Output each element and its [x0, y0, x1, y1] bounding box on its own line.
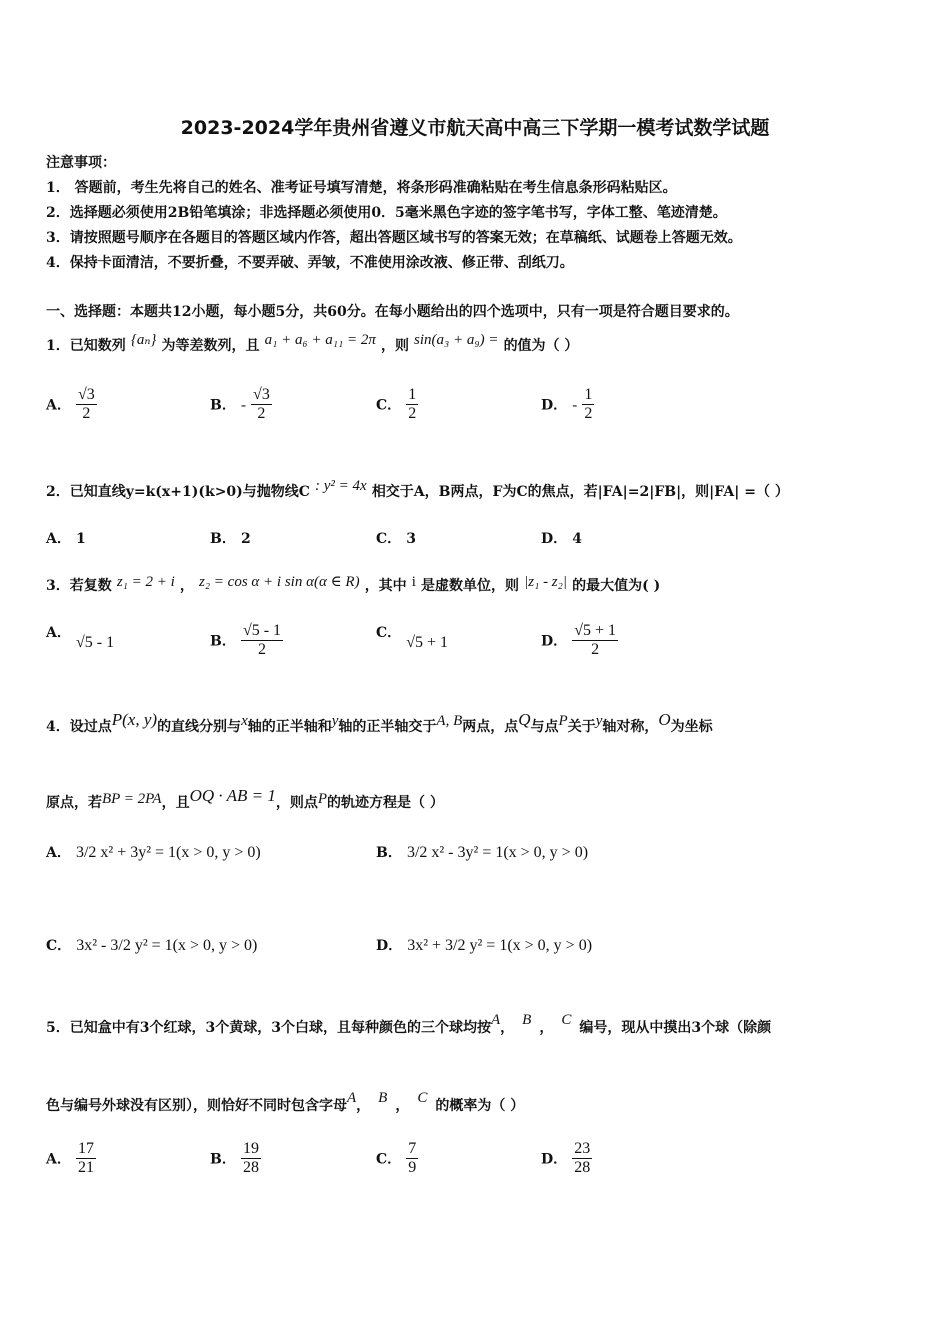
option-label: A． [46, 531, 71, 547]
q4-math: OQ · AB = 1 [189, 786, 276, 805]
note-item-3: 3．请按照题号顺序在各题目的答题区域内作答，超出答题区域书写的答案无效；在草稿纸、试题卷上答题无效。 [46, 230, 742, 246]
q1-text-2: 为等差数列，且 [161, 338, 260, 354]
option-expr: √5 + 1 [406, 634, 449, 651]
q4-option-a[interactable] [46, 842, 261, 862]
page-title: 2023-2024学年贵州省遵义市航天高中高三下学期一模考试数学试题 [180, 117, 770, 139]
option-label: A． [46, 625, 71, 641]
q4-math: P [317, 791, 327, 807]
fraction: $\frac{1}{2}$ [584, 386, 593, 423]
option-label: C． [376, 1151, 402, 1168]
q4-math: BP = 2PA [102, 791, 162, 807]
option-expr: 3/2 x² + 3y² = 1(x > 0, y > 0) [75, 844, 261, 861]
q3-option-c[interactable] [376, 622, 448, 652]
q3-option-a[interactable] [46, 622, 114, 652]
question-2-stem [46, 478, 789, 501]
fraction: $\frac{23}{28}$ [574, 1140, 591, 1177]
option-expr: 3x² - 3/2 y² = 1(x > 0, y > 0) [76, 937, 258, 954]
fraction: $\frac{1}{2}$ [408, 386, 417, 423]
q4-text: 轴的正半轴和 [247, 719, 332, 735]
q1-math-expr: sin(a₃ + a₉) = [414, 332, 499, 348]
option-label: D． [376, 938, 403, 954]
q4-option-b[interactable] [376, 842, 588, 862]
q4-text: ，且 [161, 795, 190, 811]
option-label: C． [46, 938, 72, 954]
q5-math: C [417, 1090, 428, 1106]
q4-text: 关于 [567, 719, 596, 735]
fraction: $\frac{√5 + 1}{2}$ [574, 622, 617, 659]
q4-math: A, B [436, 713, 463, 729]
q4-math: Q [518, 710, 531, 729]
q5-text: 编号，现从中摸出3个球（除颜 [579, 1020, 772, 1036]
option-expr: 3/2 x² - 3y² = 1(x > 0, y > 0) [406, 844, 589, 861]
option-expr: √5 - 1 [75, 634, 115, 651]
option-label: D． [541, 1151, 568, 1168]
q5-text: 的概率为（ ） [435, 1098, 525, 1114]
q1-math-condition: a₁ + a₆ + a₁₁ = 2π [264, 332, 376, 348]
option-label: A． [46, 1151, 71, 1168]
q3-text-5: 的最大值为( ) [572, 578, 661, 594]
option-value: 1 [75, 531, 86, 547]
option-value: 4 [572, 531, 582, 547]
option-label: D． [541, 397, 568, 414]
option-value: 3 [406, 531, 416, 547]
fraction: $\frac{√5 - 1}{2}$ [242, 622, 282, 659]
q5-text: ， [395, 1098, 410, 1114]
note-item-1: 1． 答题前，考生先将自己的姓名、准考证号填写清楚，将条形码准确粘贴在考生信息条形码粘贴区。 [46, 180, 677, 196]
q1-option-d[interactable] [541, 386, 594, 424]
option-label: D． [541, 531, 568, 547]
option-label: A． [46, 845, 71, 861]
q4-math: y [595, 713, 603, 729]
q4-text: 的直线分别与 [157, 719, 242, 735]
q3-text-4: 是虚数单位，则 [421, 578, 520, 594]
q4-text: 4．设过点 [46, 719, 112, 735]
q1-text-3: ，则 [380, 338, 409, 354]
q4-math: O [658, 710, 671, 729]
q2-math-parabola: : y² = 4x [315, 478, 367, 494]
q5-math: C [561, 1012, 572, 1028]
fraction: $\frac{√3}{2}$ [77, 386, 95, 423]
question-5-stem-line-2 [46, 1090, 524, 1115]
q4-option-d[interactable] [376, 935, 592, 955]
notes-heading: 注意事项： [46, 155, 116, 171]
q3-math-z1: z₁ = 2 + i [116, 574, 175, 590]
q4-text: 原点，若 [46, 795, 102, 811]
q3-math-z2: z₂ = cos α + i sin α(α ∈ R) [199, 574, 360, 590]
q4-text: 轴对称， [602, 719, 659, 735]
q5-math: B [522, 1012, 532, 1028]
q5-math: A [490, 1012, 501, 1028]
fraction: $\frac{7}{9}$ [408, 1140, 417, 1177]
q3-text-1: 3．若复数 [46, 578, 112, 594]
q1-text-1: 1．已知数列 [46, 338, 126, 354]
q3-option-d[interactable] [541, 622, 618, 660]
q4-math: x [241, 713, 248, 729]
q4-text: 轴的正半轴交于 [338, 719, 437, 735]
q4-text: ，则点 [275, 795, 318, 811]
q2-text-2: 相交于A，B两点，F为C的焦点，若|FA|=2|FB|，则|FA| =（ ） [371, 484, 789, 500]
option-label: B． [210, 633, 236, 650]
q5-option-d[interactable] [541, 1140, 592, 1178]
option-label: B． [210, 397, 236, 414]
option-label: A． [46, 397, 71, 414]
question-4-stem-line-2 [46, 786, 444, 812]
q3-text-2: ， [179, 578, 194, 594]
option-label: B． [210, 1151, 236, 1168]
fraction: $\frac{17}{21}$ [77, 1140, 94, 1177]
q2-option-d[interactable] [541, 528, 582, 548]
section-heading: 一、选择题：本题共12小题，每小题5分，共60分。在每小题给出的四个选项中，只有一项是符合题目要求的。 [46, 304, 739, 320]
q1-math-sequence: {aₙ} [130, 332, 157, 348]
fraction: $\frac{19}{28}$ [242, 1140, 259, 1177]
question-5-stem-line-1 [46, 1012, 771, 1037]
option-value: 2 [240, 531, 251, 547]
note-item-2: 2．选择题必须使用2B铅笔填涂；非选择题必须使用0．5毫米黑色字迹的签字笔书写，字体工整、笔迹清楚。 [46, 205, 727, 221]
q4-text: 的轨迹方程是（ ） [327, 795, 444, 811]
question-3-stem [46, 572, 660, 595]
q4-math: y [331, 713, 339, 729]
q5-option-a[interactable] [46, 1140, 96, 1178]
q3-math-i: i [411, 574, 416, 590]
q5-text: 色与编号外球没有区别），则恰好不同时包含字母 [46, 1098, 347, 1114]
q5-text: 5．已知盒中有3个红球，3个黄球，3个白球，且每种颜色的三个球均按 [46, 1020, 491, 1036]
option-label: C． [376, 397, 402, 414]
q2-option-a[interactable] [46, 528, 86, 548]
option-label: B． [210, 531, 236, 547]
q5-math: B [378, 1090, 388, 1106]
q4-math: P(x, y) [111, 710, 158, 729]
question-1-stem [46, 330, 578, 355]
q2-option-c[interactable] [376, 528, 416, 548]
q5-math: A [347, 1090, 357, 1106]
minus-sign: - [240, 397, 246, 414]
q4-text: 与点 [530, 719, 559, 735]
minus-sign: - [572, 397, 578, 414]
q5-text: ， [500, 1020, 515, 1036]
question-4-stem-line-1 [46, 710, 713, 736]
q4-text: 两点，点 [462, 719, 519, 735]
q3-option-b[interactable] [210, 622, 283, 660]
q3-text-3: ，其中 [364, 578, 407, 594]
q1-option-c[interactable] [376, 386, 418, 424]
option-label: C． [376, 531, 402, 547]
q1-text-4: 的值为（ ） [503, 338, 579, 354]
fraction: $\frac{√3}{2}$ [253, 386, 270, 423]
option-label: D． [541, 633, 568, 650]
q4-option-c[interactable] [46, 935, 257, 955]
q4-math: P [558, 713, 568, 729]
q4-text: 为坐标 [670, 719, 713, 735]
q2-option-b[interactable] [210, 528, 251, 548]
q5-option-c[interactable] [376, 1140, 418, 1178]
q1-option-a[interactable] [46, 386, 97, 424]
q5-text: ， [539, 1020, 554, 1036]
q5-option-b[interactable] [210, 1140, 261, 1178]
q1-option-b[interactable] [210, 386, 272, 424]
option-label: C． [376, 625, 402, 641]
q2-text-1: 2．已知直线y=k(x+1)(k>0)与抛物线C [46, 484, 310, 500]
option-label: B． [376, 845, 402, 861]
note-item-4: 4．保持卡面清洁，不要折叠，不要弄破、弄皱，不准使用涂改液、修正带、刮纸刀。 [46, 255, 574, 271]
q3-math-abs: |z₁ - z₂| [524, 574, 567, 590]
q5-text: ， [356, 1098, 371, 1114]
option-expr: 3x² + 3/2 y² = 1(x > 0, y > 0) [407, 937, 593, 954]
